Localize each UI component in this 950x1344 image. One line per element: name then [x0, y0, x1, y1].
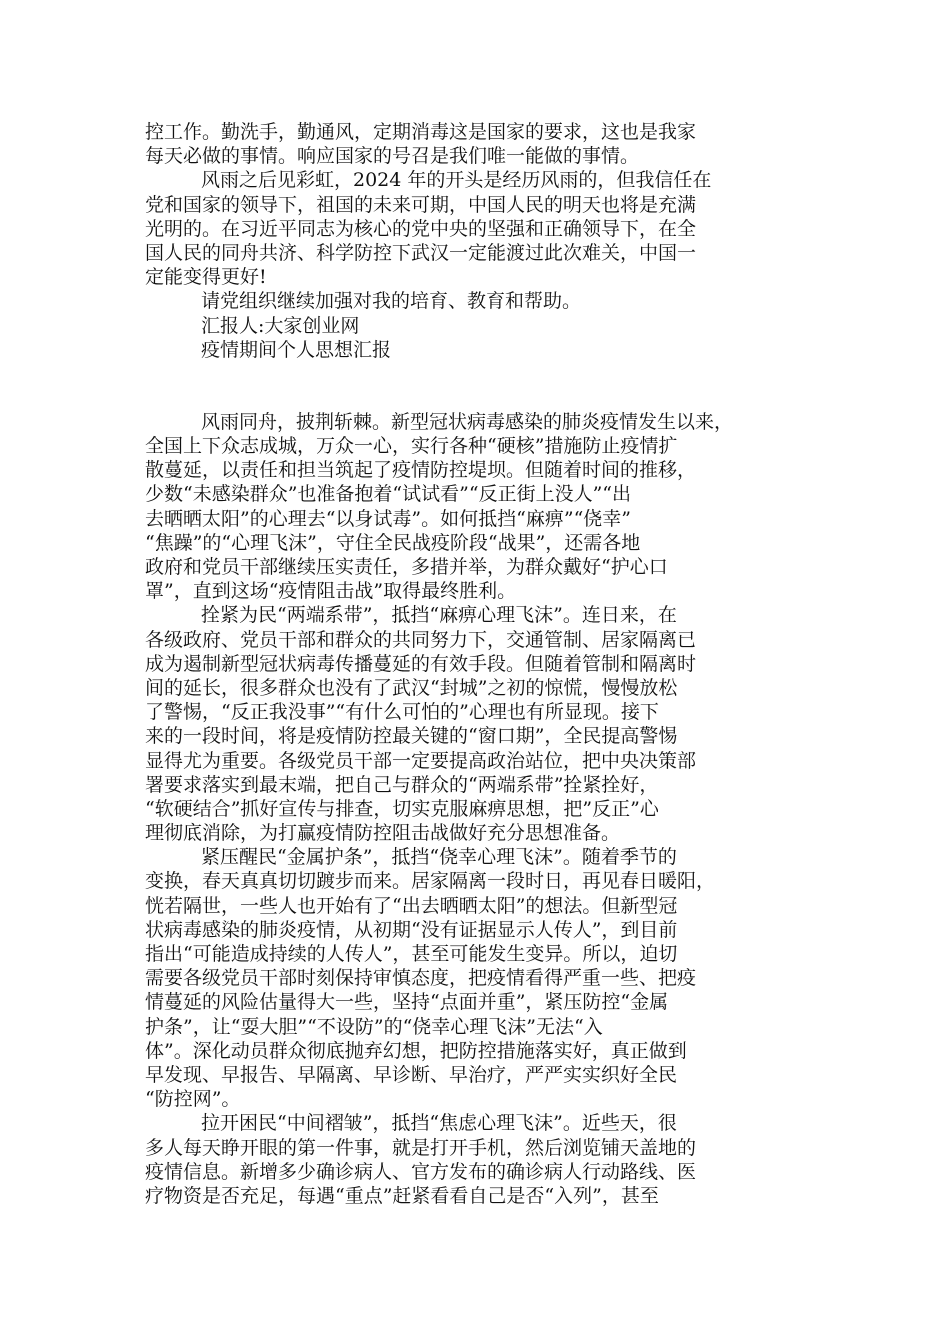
text-line: 指出“可能造成持续的人传人”，甚至可能发生变异。所以，迫切	[145, 943, 678, 965]
text-line: 显得尤为重要。各级党员干部一定要提高政治站位，把中央决策部	[145, 749, 697, 772]
text-line: 护条”，让“耍大胆”“不设防”的“侥幸心理飞沫”无法“入	[145, 1015, 603, 1038]
text-line: 定能变得更好!	[145, 266, 267, 289]
text-line: 每天必做的事情。响应国家的号召是我们唯一能做的事情。	[145, 145, 640, 168]
text-line: 状病毒感染的肺炎疫情，从初期“没有证据显示人传人”，到目前	[145, 918, 678, 941]
text-line: 拉开困民“中间褶皱”，抵挡“焦虑心理飞沫”。近些天，很	[201, 1112, 677, 1135]
text-line: 紧压醒民“金属护条”，抵挡“侥幸心理飞沫”。随着季节的	[201, 846, 677, 869]
text-line: 情蔓延的风险估量得大一些，坚持“点面并重”，紧压防控“金属	[145, 991, 669, 1014]
text-line: 多人每天睁开眼的第一件事，就是打开手机，然后浏览铺天盖地的	[145, 1136, 697, 1159]
text-line: 散蔓延，以责任和担当筑起了疫情防控堤坝。但随着时间的推移，	[145, 459, 697, 482]
text-line: 政府和党员干部继续压实责任，多措并举，为群众戴好“护心口	[145, 556, 668, 578]
text-line: 罩”，直到这场“疫情阻击战”取得最终胜利。	[145, 580, 517, 603]
text-line: 早发现、早报告、早隔离、早诊断、早治疗，严严实实织好全民	[145, 1063, 678, 1086]
text-line: 恍若隔世，一些人也开始有了“出去晒晒太阳”的想法。但新型冠	[145, 894, 678, 917]
document-page	[145, 120, 805, 1208]
text-line: 各级政府、党员干部和群众的共同努力下，交通管制、居家隔离已	[145, 628, 697, 651]
text-line: 署要求落实到最末端，把自己与群众的“两端系带”拴紧拴好，	[145, 773, 659, 796]
text-line: 来的一段时间，将是疫情防控最关键的“窗口期”，全民提高警惕	[145, 725, 678, 748]
document-block-1	[145, 120, 805, 362]
paragraph-gap	[145, 362, 805, 410]
text-line: 光明的。在习近平同志为核心的党中央的坚强和正确领导下，在全	[145, 217, 697, 240]
text-line: 国人民的同舟共济、科学防控下武汉一定能渡过此次难关，中国一	[145, 241, 697, 264]
text-line: 需要各级党员干部时刻保持审慎态度，把疫情看得严重一些、把疫	[145, 967, 697, 990]
text-line: 拴紧为民“两端系带”，抵挡“麻痹心理飞沫”。连日来，在	[201, 604, 677, 627]
text-line: 风雨同舟，披荆斩棘。新型冠状病毒感染的肺炎疫情发生以来，	[201, 410, 734, 433]
text-line: 体”。深化动员群众彻底抛弃幻想，把防控措施落实好，真正做到	[145, 1039, 687, 1062]
text-line: 成为遏制新型冠状病毒传播蔓延的有效手段。但随着管制和隔离时	[145, 652, 697, 675]
text-line: 汇报人:大家创业网	[201, 314, 360, 337]
text-line: 变换，春天真真切切踱步而来。居家隔离一段时日，再见春日暖阳，	[145, 870, 716, 893]
text-line: 控工作。勤洗手，勤通风，定期消毒这是国家的要求，这也是我家	[145, 121, 697, 143]
text-line: “软硬结合”抓好宣传与排查，切实克服麻痹思想，把”反正”心	[145, 797, 659, 820]
text-line: 了警惕，“反正我没事”“有什么可怕的”心理也有所显现。接下	[145, 701, 659, 724]
text-line: 疗物资是否充足，每遇“重点”赶紧看看自己是否“入列”，甚至	[145, 1184, 659, 1207]
text-line: 理彻底消除，为打赢疫情防控阻击战做好充分思想准备。	[145, 822, 621, 845]
text-line: “焦躁”的“心理飞沫”，守住全民战疫阶段“战果”，还需各地	[145, 531, 641, 554]
text-line: 少数“未感染群众”也准备抱着“试试看”“反正街上没人”“出	[145, 483, 631, 506]
text-line: 疫情信息。新增多少确诊病人、官方发布的确诊病人行动路线、医	[145, 1160, 697, 1183]
document-block-2	[145, 410, 805, 1208]
text-line: 间的延长，很多群众也没有了武汉“封城”之初的惊慌，慢慢放松	[145, 676, 678, 699]
text-line: 请党组织继续加强对我的培育、教育和帮助。	[201, 290, 582, 313]
text-line: “防控网”。	[145, 1088, 241, 1111]
text-line: 风雨之后见彩虹，2024 年的开头是经历风雨的，但我信任在	[201, 169, 712, 192]
text-line: 去晒晒太阳”的心理去“以身试毒”。如何抵挡“麻痹”“侥幸”	[145, 507, 631, 530]
text-line: 疫情期间个人思想汇报	[201, 338, 392, 361]
text-line: 党和国家的领导下，祖国的未来可期，中国人民的明天也将是充满	[145, 193, 697, 216]
text-line: 全国上下众志成城，万众一心，实行各种“硬核”措施防止疫情扩	[145, 435, 678, 458]
